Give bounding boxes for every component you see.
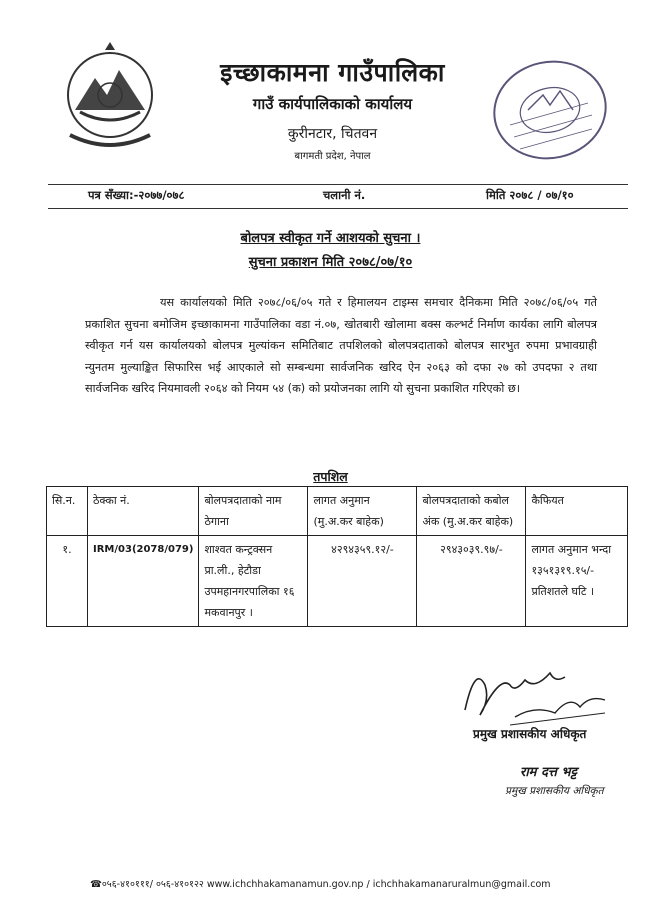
nepal-emblem-icon: [55, 40, 165, 160]
office-subtitle: गाउँ कार्यपालिकाको कार्यालय: [252, 95, 413, 113]
col-bid-amount: बोलपत्रदाताको कबोल अंक (मु.अ.कर बाहेक): [417, 487, 526, 536]
letter-meta-row: [48, 185, 628, 207]
col-contract-no: ठेक्का नं.: [88, 487, 199, 536]
stamp-title: प्रमुख प्रशासकीय अधिकृत: [505, 785, 604, 797]
schedule-table: [46, 486, 628, 627]
handwritten-signature: [455, 655, 615, 735]
notice-heading: बोलपत्र स्वीकृत गर्ने आशयको सुचना ।: [240, 231, 421, 246]
col-serial: सि.न.: [47, 487, 88, 536]
cell-bidder: शाश्वत कन्ट्रक्सन प्रा.ली., हेटौडा उपमहानगरपालिका १६ मकवानपुर ।: [199, 536, 308, 627]
table-row: [47, 536, 628, 627]
table-header-row: [47, 487, 628, 536]
footer-contact: ☎०५६-४१०१११/ ०५६-४१०१२२ www.ichchhakamanamun.gov.np / ichchhakamanaruralmun@gmail.com: [90, 879, 551, 890]
cell-serial: १.: [47, 536, 88, 627]
office-title: इच्छाकामना गाउँपालिका: [220, 58, 445, 87]
col-bidder: बोलपत्रदाताको नाम ठेगाना: [199, 487, 308, 536]
letter-date: मिति २०७८ / ०७/१०: [486, 188, 574, 202]
dispatch-number: चलानी नं.: [323, 188, 366, 202]
office-stamp-seal: [488, 55, 613, 165]
notice-publish-date: सुचना प्रकाशन मिति २०७८/०७/१०: [248, 255, 413, 270]
letter-number: पत्र सँख्या:-२०७७/०७८: [88, 188, 185, 202]
notice-body: यस कार्यालयको मिति २०७८/०६/०५ गते र हिमालयन टाइम्स समचार दैनिकमा मिति २०७८/०६/०५ गते प्रकाशित सुचना बमोजिम इच्छाकामना गाउँपालिका वडा नं.०७, खोतबारी खोलामा बक्स कल्भर्ट निर्माण कार्यका लागि बोलपत्र स्वीकृत गर्न यस कार्यालयको बोलपत्र मुल्यांकन समितिबाट तपशिलको बोलपत्रदाताको बोलपत्र सारभुत रुपमा प्रभावग्राही न्युनतम मुल्याङ्कित सिफारिस भई आएकाले सो सम्बन्धमा सार्वजनिक खरिद ऐन २०६३ को दफा २७ को उपदफा २ तथा सार्वजनिक खरिद नियमावली २०६४ को नियम ५४ (क) को प्रयोजनका लागि यो सुचना प्रकाशित गरिएको छ।: [85, 296, 597, 395]
office-province: बागमती प्रदेश, नेपाल: [294, 151, 371, 162]
stamp-name: राम दत्त भट्ट: [520, 765, 577, 780]
cell-bid-amount: २९४३०३९.९७/-: [417, 536, 526, 627]
signatory-title: प्रमुख प्रशासकीय अधिकृत: [473, 727, 587, 741]
meta-divider: [48, 208, 628, 209]
col-cost-estimate: लागत अनुमान (मु.अ.कर बाहेक): [308, 487, 417, 536]
cell-remarks: लागत अनुमान भन्दा १३५१३१९.१५/- प्रतिशतले घटि ।: [526, 536, 628, 627]
cell-cost-estimate: ४२९४३५९.१२/-: [308, 536, 417, 627]
schedule-title: तपशिल: [313, 469, 348, 484]
office-location: कुरीनटार, चितवन: [287, 126, 378, 142]
cell-contract-no: IRM/03(2078/079): [88, 536, 199, 627]
col-remarks: कैफियत: [526, 487, 628, 536]
